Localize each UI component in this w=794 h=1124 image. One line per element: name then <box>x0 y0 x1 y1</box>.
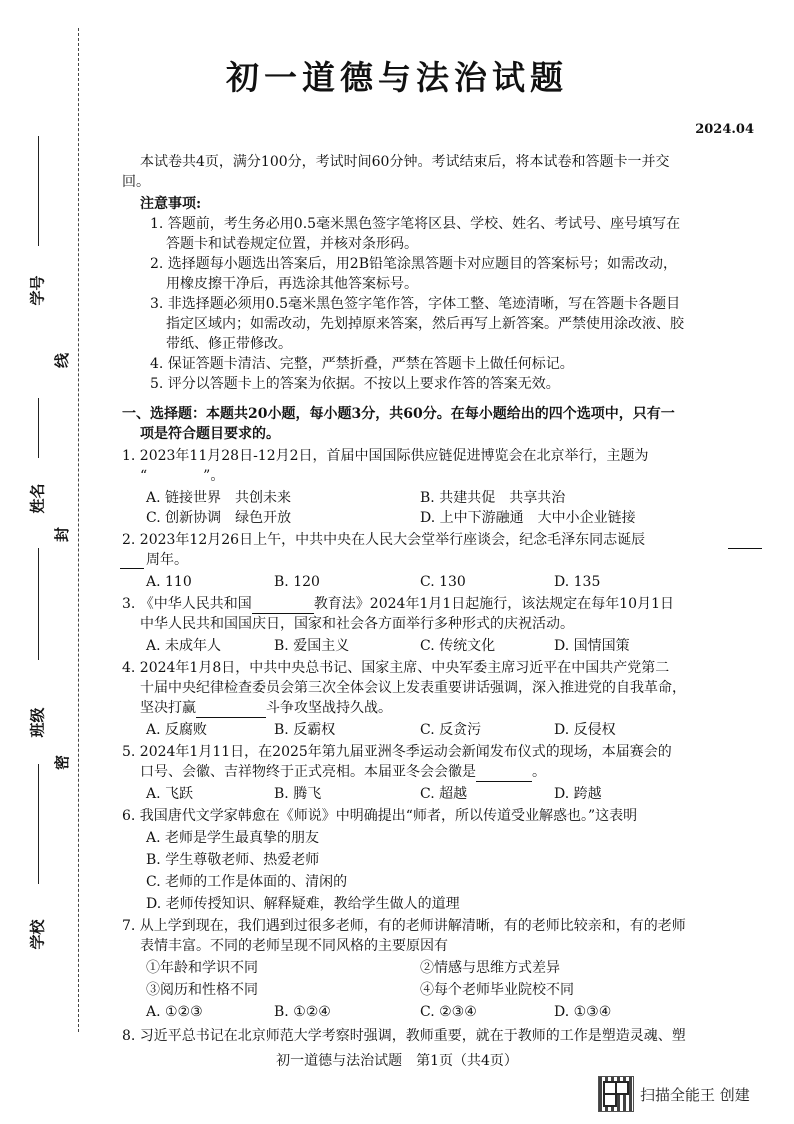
name-line <box>38 548 39 660</box>
scanner-watermark: 扫描全能王 创建 <box>640 1086 750 1104</box>
q4-option-d: D. 反侵权 <box>554 722 616 738</box>
q5-option-c: C. 超越 <box>420 786 468 802</box>
notice-line: 3. 非选择题必须用0.5毫米黑色签字笔作答，字体工整、笔迹清晰，写在答题卡各题目 <box>150 296 681 312</box>
q6-option-c: C. 老师的工作是体面的、清闲的 <box>146 874 348 890</box>
q5-stem: 5. 2024年1月11日，在2025年第九届亚洲冬季运动会新闻发布仪式的现场，本届赛会的 <box>122 744 672 760</box>
q4-stem-cont2: 坚决打赢 斗争攻坚战持久战。 <box>140 700 392 716</box>
q6-option-b: B. 学生尊敬老师、热爱老师 <box>146 852 320 868</box>
q6-option-a: A. 老师是学生最真挚的朋友 <box>146 830 320 846</box>
notice-line: 1. 答题前，考生务必用0.5毫米黑色签字笔将区县、学校、姓名、考试号、座号填写在 <box>150 216 681 232</box>
q3-stem-cont: 中华人民共和国国庆日，国家和社会各方面举行多种形式的庆祝活动。 <box>140 616 574 632</box>
q5-stem-cont: 口号、会徽、吉祥物终于正式亮相。本届亚冬会会徽是 。 <box>140 764 546 780</box>
q7-option-b: B. ①②④ <box>274 1004 331 1020</box>
q2-option-a: A. 110 <box>146 574 192 590</box>
notice-line: 指定区域内；如需改动，先划掉原来答案，然后再写上新答案。严禁使用涂改液、胶 <box>166 316 684 332</box>
q3-stem: 3. 《中华人民共和国 教育法》2024年1月1日起施行，该法规定在每年10月1日 <box>122 596 674 612</box>
paper-title: 初一道德与法治试题 <box>226 58 568 97</box>
q3-option-d: D. 国情国策 <box>554 638 630 654</box>
class-label: 班级 <box>28 707 47 738</box>
q4-stem: 4. 2024年1月8日，中共中央总书记、国家主席、中央军委主席习近平在中国共产党第二 <box>122 660 670 676</box>
q2-blank <box>728 532 762 549</box>
q7-option-d: D. ①③④ <box>554 1004 612 1020</box>
q3-option-b: B. 爱国主义 <box>274 638 350 654</box>
q5-option-d: D. 跨越 <box>554 786 602 802</box>
q1-option-a: A. 链接世界 共创未来 <box>146 490 292 506</box>
class-line <box>38 764 39 884</box>
binding-dashed-line <box>78 28 79 1032</box>
q1-stem: 1. 2023年11月28日-12月2日，首届中国国际供应链促进博览会在北京举行，主题为 <box>122 448 649 464</box>
seal-line-char: 线 <box>53 352 72 369</box>
paper-date: 2024.04 <box>695 122 754 137</box>
q7-statement-1: ①年龄和学识不同 <box>146 960 258 976</box>
q5-option-a: A. 飞跃 <box>146 786 194 802</box>
name-line-top <box>38 398 39 458</box>
q2-option-b: B. 120 <box>274 574 320 590</box>
q3-option-a: A. 未成年人 <box>146 638 222 654</box>
q7-statement-4: ④每个老师毕业院校不同 <box>420 982 574 998</box>
q2-stem: 2. 2023年12月26日上午，中共中央在人民大会堂举行座谈会，纪念毛泽东同志诞辰 <box>122 532 646 548</box>
name-label: 姓名 <box>28 483 47 514</box>
q3-option-c: C. 传统文化 <box>420 638 496 654</box>
q5-option-b: B. 腾飞 <box>274 786 322 802</box>
q6-stem: 6. 我国唐代文学家韩愈在《师说》中明确提出“师者，所以传道受业解惑也。”这表明 <box>122 808 638 824</box>
q7-stem-cont: 表情丰富。不同的老师呈现不同风格的主要原因有 <box>140 938 448 954</box>
notice-line: 用橡皮擦干净后，再选涂其他答案标号。 <box>166 276 418 292</box>
notice-line: 4. 保证答题卡清洁、完整，严禁折叠，严禁在答题卡上做任何标记。 <box>150 356 574 372</box>
q2-option-c: C. 130 <box>420 574 466 590</box>
seal-seal-char: 封 <box>53 526 72 543</box>
q7-stem: 7. 从上学到现在，我们遇到过很多老师，有的老师讲解清晰，有的老师比较亲和，有的老师 <box>122 918 686 934</box>
seal-secret-char: 密 <box>53 754 72 771</box>
q4-stem-cont: 十届中央纪律检查委员会第三次全体会议上发表重要讲话强调，深入推进党的自我革命， <box>140 680 686 696</box>
q2-blank-cont <box>120 552 144 569</box>
q7-option-c: C. ②③④ <box>420 1004 477 1020</box>
notice-line: 答题卡和试卷规定位置，并核对条形码。 <box>166 236 418 252</box>
section1-heading: 一、选择题：本题共20小题，每小题3分，共60分。在每小题给出的四个选项中，只有一 <box>122 406 675 422</box>
student-no-label: 学号 <box>28 275 47 306</box>
q4-option-c: C. 反贪污 <box>420 722 482 738</box>
q1-stem-cont: “ ”。 <box>140 468 225 484</box>
notice-line: 2. 选择题每小题选出答案后，用2B铅笔涂黑答题卡对应题目的答案标号；如需改动， <box>150 256 678 272</box>
student-no-line <box>38 136 39 246</box>
qr-code-icon <box>598 1076 634 1112</box>
school-label: 学校 <box>28 919 47 950</box>
notice-line: 带纸、修正带修改。 <box>166 336 292 352</box>
notice-line: 5. 评分以答题卡上的答案为依据。不按以上要求作答的答案无效。 <box>150 376 560 392</box>
q4-option-a: A. 反腐败 <box>146 722 208 738</box>
q8-stem: 8. 习近平总书记在北京师范大学考察时强调，教师重要，就在于教师的工作是塑造灵魂、塑 <box>122 1028 686 1044</box>
q4-option-b: B. 反霸权 <box>274 722 336 738</box>
page-footer: 初一道德与法治试题 第1页（共4页） <box>276 1053 518 1069</box>
q7-option-a: A. ①②③ <box>146 1004 203 1020</box>
q1-option-d: D. 上中下游融通 大中小企业链接 <box>420 510 636 526</box>
q2-stem-cont: 周年。 <box>146 552 188 568</box>
section1-heading-cont: 项是符合题目要求的。 <box>140 426 280 442</box>
notice-heading: 注意事项: <box>140 196 202 212</box>
q7-statement-3: ③阅历和性格不同 <box>146 982 258 998</box>
intro-line-2: 回。 <box>122 174 150 190</box>
q6-option-d: D. 老师传授知识、解释疑难，教给学生做人的道理 <box>146 896 460 912</box>
q1-option-b: B. 共建共促 共享共治 <box>420 490 566 506</box>
q2-option-d: D. 135 <box>554 574 601 590</box>
intro-line-1: 本试卷共4页，满分100分，考试时间60分钟。考试结束后，将本试卷和答题卡一并交 <box>140 154 670 170</box>
q7-statement-2: ②情感与思维方式差异 <box>420 960 560 976</box>
q1-option-c: C. 创新协调 绿色开放 <box>146 510 292 526</box>
